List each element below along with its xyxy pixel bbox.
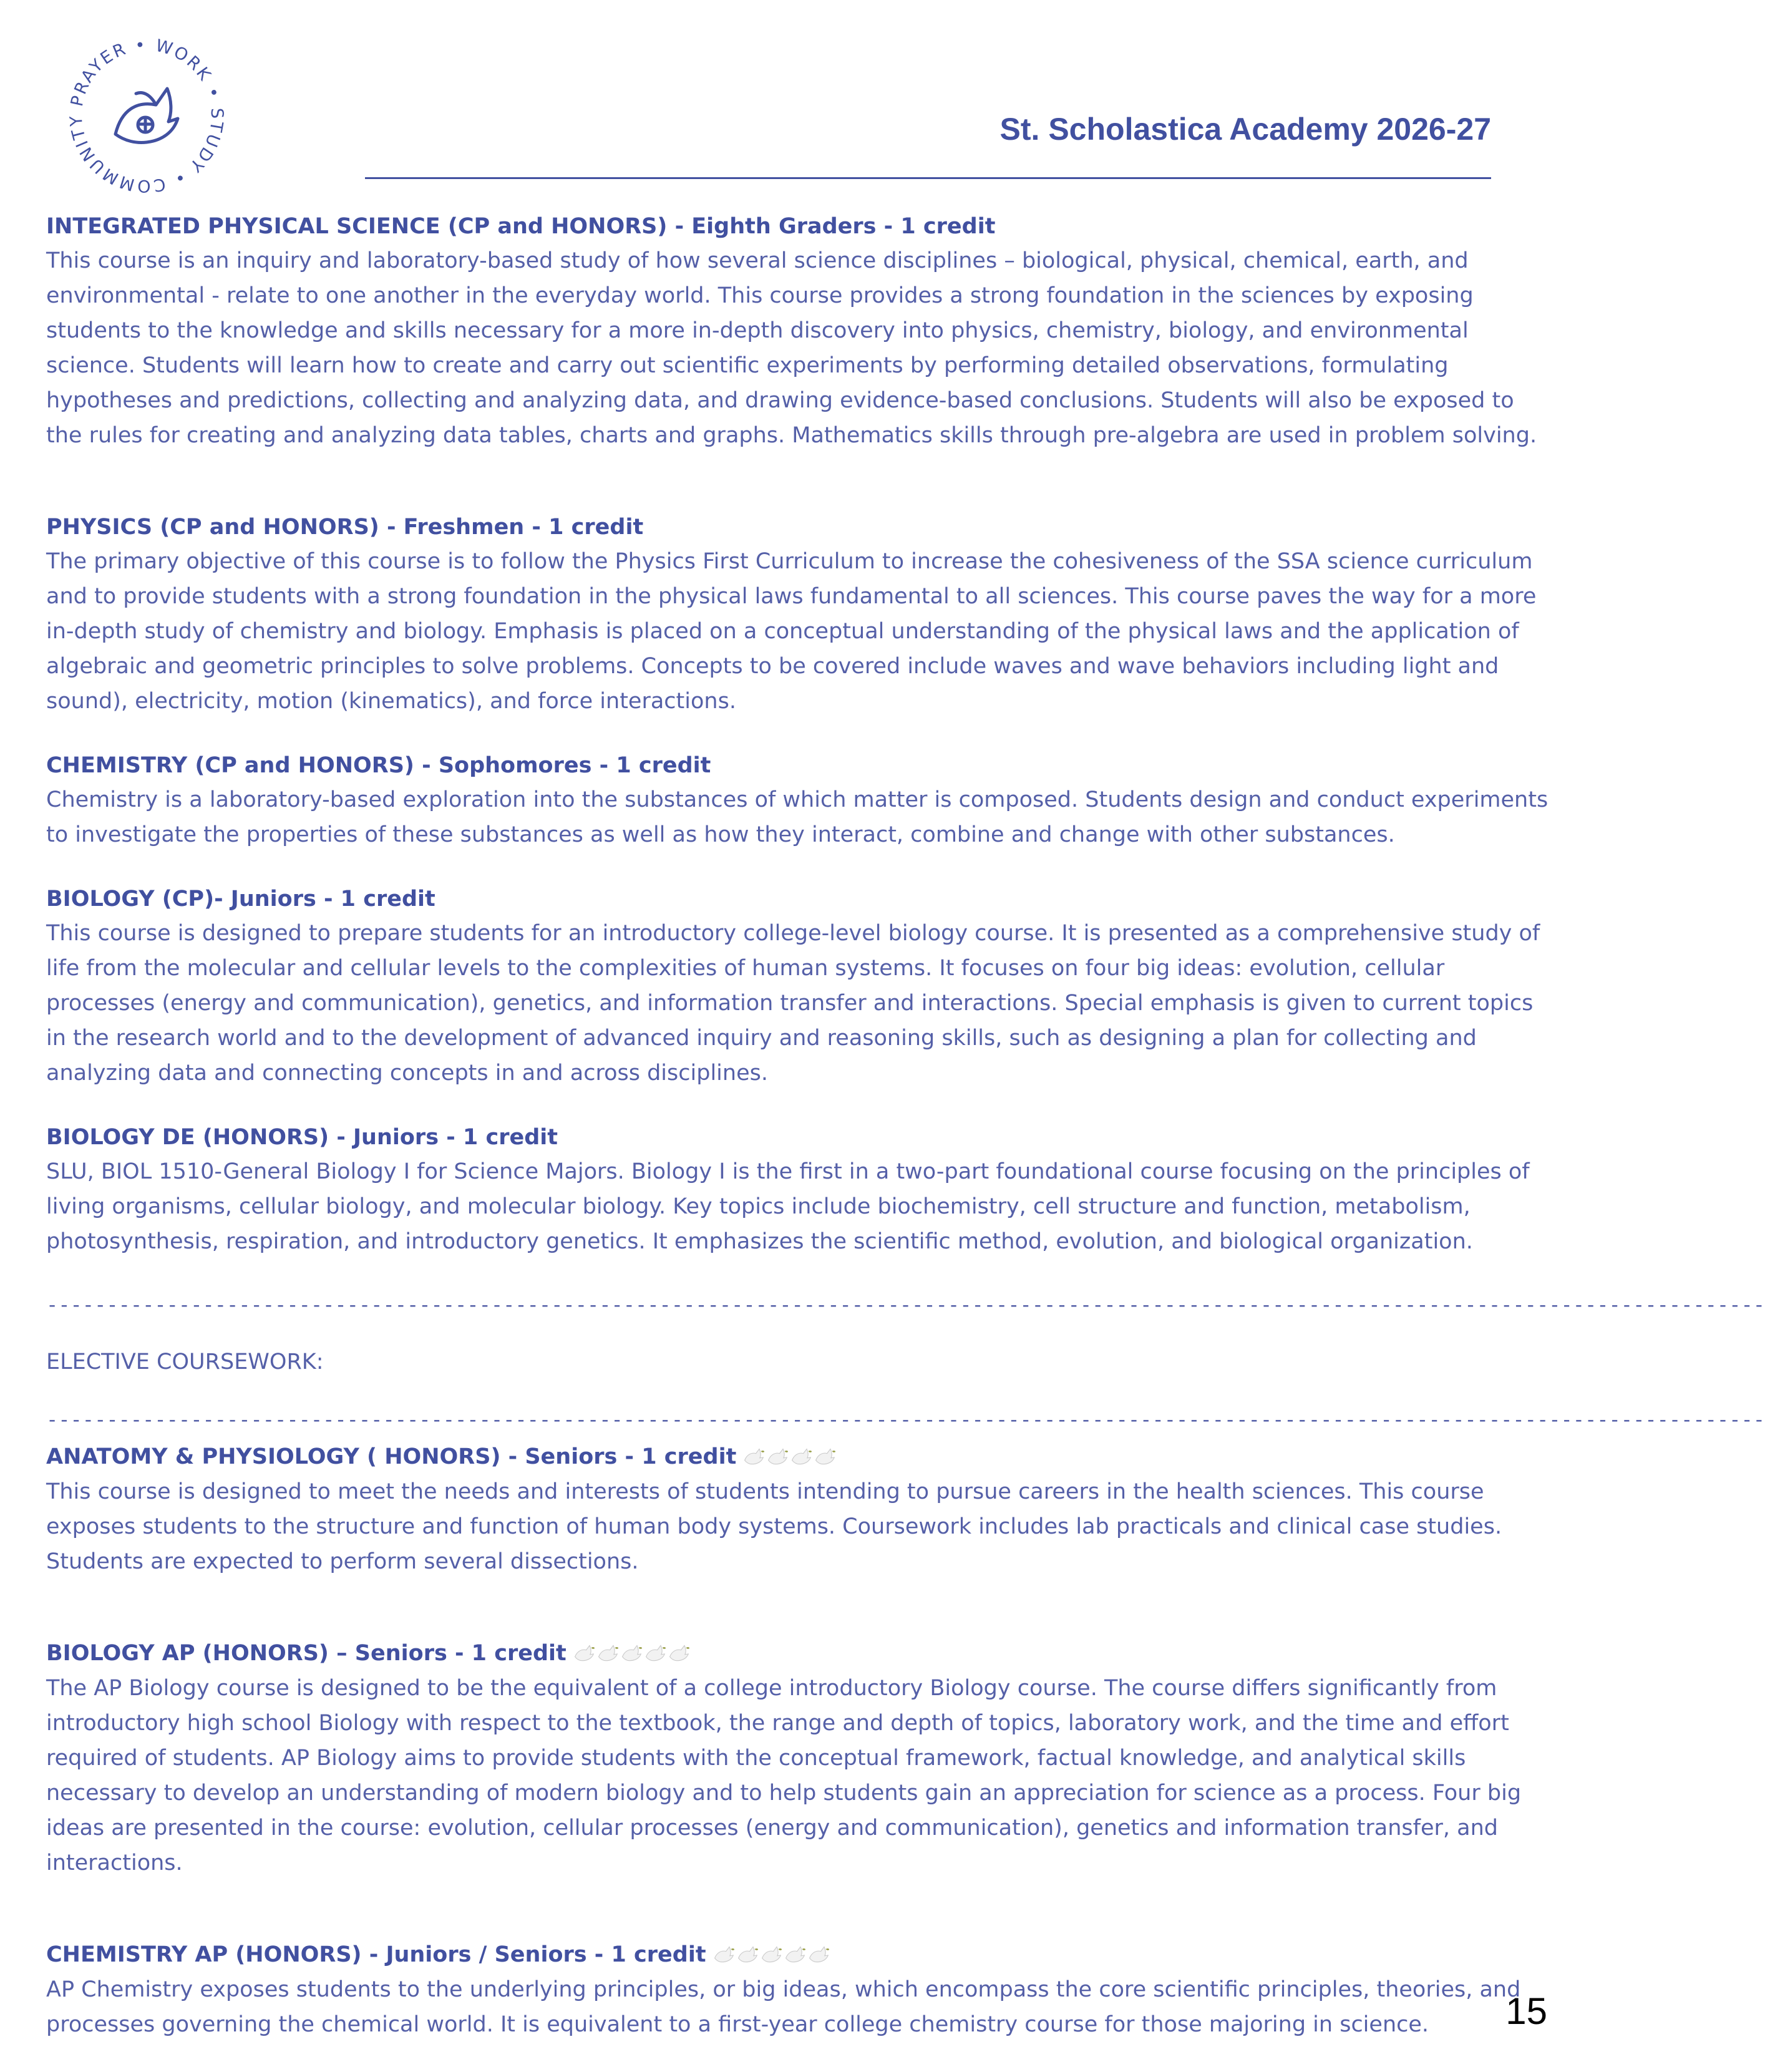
course-title: BIOLOGY (CP)- Juniors - 1 credit — [46, 887, 435, 912]
course-description: This course is an inquiry and laboratory-based study of how several science disciplines – biological, physical, chemical, earth, and environmental - relate to one another in the everyday world. This course provides a strong foundation in the sciences by exposing students to the knowledge and skills necessary for a more in-depth discovery into physics, chemistry, biology, and environmental science. Students will learn how to create and carry out scientific experiments by performing detailed observations, formulating hypotheses and predictions, collecting and analyzing data, and drawing evidence-based conclusions. Students will also be exposed to the rules for creating and analyzing data tables, charts and graphs. Mathematics skills through pre-algebra are used in problem solving. — [46, 248, 1537, 448]
dove-rating — [712, 1938, 831, 1972]
course-entry — [46, 510, 1556, 719]
dove-icon — [712, 1943, 735, 1966]
course-entry — [46, 1440, 1556, 1579]
course-description: Chemistry is a laboratory-based exploration into the substances of which matter is composed. Students design and conduct experiments to investigate the properties of these substances as well as how they interact, combine and change with other substances. — [46, 787, 1549, 847]
dove-icon — [784, 1943, 806, 1966]
course-description: This course is designed to prepare students for an introductory college-level biology course. It is presented as a comprehensive study of life from the molecular and cellular levels to the complexities of human systems. It focuses on four big ideas: evolution, cellular processes (energy and communication), genetics, and information transfer and interactions. Special emphasis is given to current topics in the research world and to the development of advanced inquiry and reasoning skills, such as designing a plan for collecting and analyzing data and connecting concepts in and across disciplines. — [46, 921, 1540, 1086]
course-entry — [46, 210, 1556, 453]
course-title-text: ANATOMY & PHYSIOLOGY ( HONORS) - Seniors - 1 credit — [46, 1444, 737, 1469]
dove-cross-icon — [115, 89, 178, 142]
dove-icon — [807, 1943, 830, 1966]
dove-icon — [736, 1943, 759, 1966]
course-description: SLU, BIOL 1510-General Biology I for Science Majors. Biology I is the first in a two-part foundational course focusing on the principles of living organisms, cellular biology, and molecular biology. Key topics include biochemistry, cell structure and function, metabolism, photosynthesis, respiration, and introductory genetics. It emphasizes the scientific method, evolution, and biological organization. — [46, 1159, 1530, 1254]
course-entry — [46, 749, 1556, 852]
course-title — [46, 1938, 1556, 1972]
course-title: INTEGRATED PHYSICAL SCIENCE (CP and HONORS) - Eighth Graders - 1 credit — [46, 214, 996, 239]
course-title-text: BIOLOGY AP (HONORS) – Seniors - 1 credit — [46, 1641, 566, 1666]
page-number: 15 — [1505, 1990, 1547, 2032]
dove-rating — [742, 1441, 837, 1474]
course-title-text: CHEMISTRY AP (HONORS) - Juniors / Seniors - 1 credit — [46, 1942, 706, 1967]
dove-icon — [814, 1446, 836, 1468]
dove-icon — [766, 1446, 789, 1468]
school-logo — [62, 31, 231, 200]
dove-icon — [573, 1642, 595, 1665]
course-entry — [46, 882, 1556, 1091]
elective-section-label: ELECTIVE COURSEWORK: — [46, 1350, 324, 1374]
course-description: The AP Biology course is designed to be the equivalent of a college introductory Biology course. The course differs significantly from introductory high school Biology with respect to the textbook, the range and depth of topics, laboratory work, and the time and effort required of students. AP Biology aims to provide students with the conceptual framework, factual knowledge, and analytical skills necessary to develop an understanding of modern biology and to help students gain an appreciation for science as a process. Four big ideas are presented in the course: evolution, cellular processes (energy and communication), genetics and information transfer, and interactions. — [46, 1676, 1522, 1875]
dove-icon — [760, 1943, 782, 1966]
course-title — [46, 1440, 1556, 1474]
dove-icon — [790, 1446, 812, 1468]
course-title: CHEMISTRY (CP and HONORS) - Sophomores - 1 credit — [46, 753, 711, 778]
dove-icon — [668, 1642, 690, 1665]
header-divider — [365, 177, 1491, 179]
course-entry — [46, 1121, 1556, 1259]
course-entry — [46, 1637, 1556, 1880]
logo-ring-text: PRAYER • WORK • STUDY • COMMUNITY — [66, 35, 227, 196]
dashed-divider: ----------------------------------------------------------------------------------------------------------------------------------------------- — [46, 1408, 1765, 1431]
dove-icon — [644, 1642, 666, 1665]
dove-icon — [742, 1446, 765, 1468]
course-description: The primary objective of this course is to follow the Physics First Curriculum to increase the cohesiveness of the SSA science curriculum and to provide students with a strong foundation in the physical laws fundamental to all sciences. This course paves the way for a more in-depth study of chemistry and biology. Emphasis is placed on a conceptual understanding of the physical laws and the application of algebraic and geometric principles to solve problems. Concepts to be covered include waves and wave behaviors including light and sound), electricity, motion (kinematics), and force interactions. — [46, 549, 1537, 714]
course-entry — [46, 1938, 1556, 2042]
course-description: This course is designed to meet the needs and interests of students intending to pursue careers in the health sciences. This course exposes students to the structure and function of human body systems. Coursework includes lab practicals and clinical case studies. Students are expected to perform several dissections. — [46, 1479, 1502, 1574]
dove-icon — [596, 1642, 619, 1665]
logo-seal — [62, 31, 231, 200]
course-description: AP Chemistry exposes students to the underlying principles, or big ideas, which encompass the core scientific principles, theories, and processes governing the chemical world. It is equivalent to a first-year college chemistry course for those majoring in science. — [46, 1977, 1521, 2037]
dashed-divider: ----------------------------------------------------------------------------------------------------------------------------------------------- — [46, 1293, 1765, 1316]
course-title: PHYSICS (CP and HONORS) - Freshmen - 1 credit — [46, 515, 644, 540]
course-title — [46, 1637, 1556, 1671]
course-title: BIOLOGY DE (HONORS) - Juniors - 1 credit — [46, 1125, 558, 1150]
course-list — [46, 210, 1765, 2072]
dove-icon — [620, 1642, 643, 1665]
page-title: St. Scholastica Academy 2026-27 — [999, 112, 1491, 147]
dove-rating — [573, 1637, 691, 1671]
